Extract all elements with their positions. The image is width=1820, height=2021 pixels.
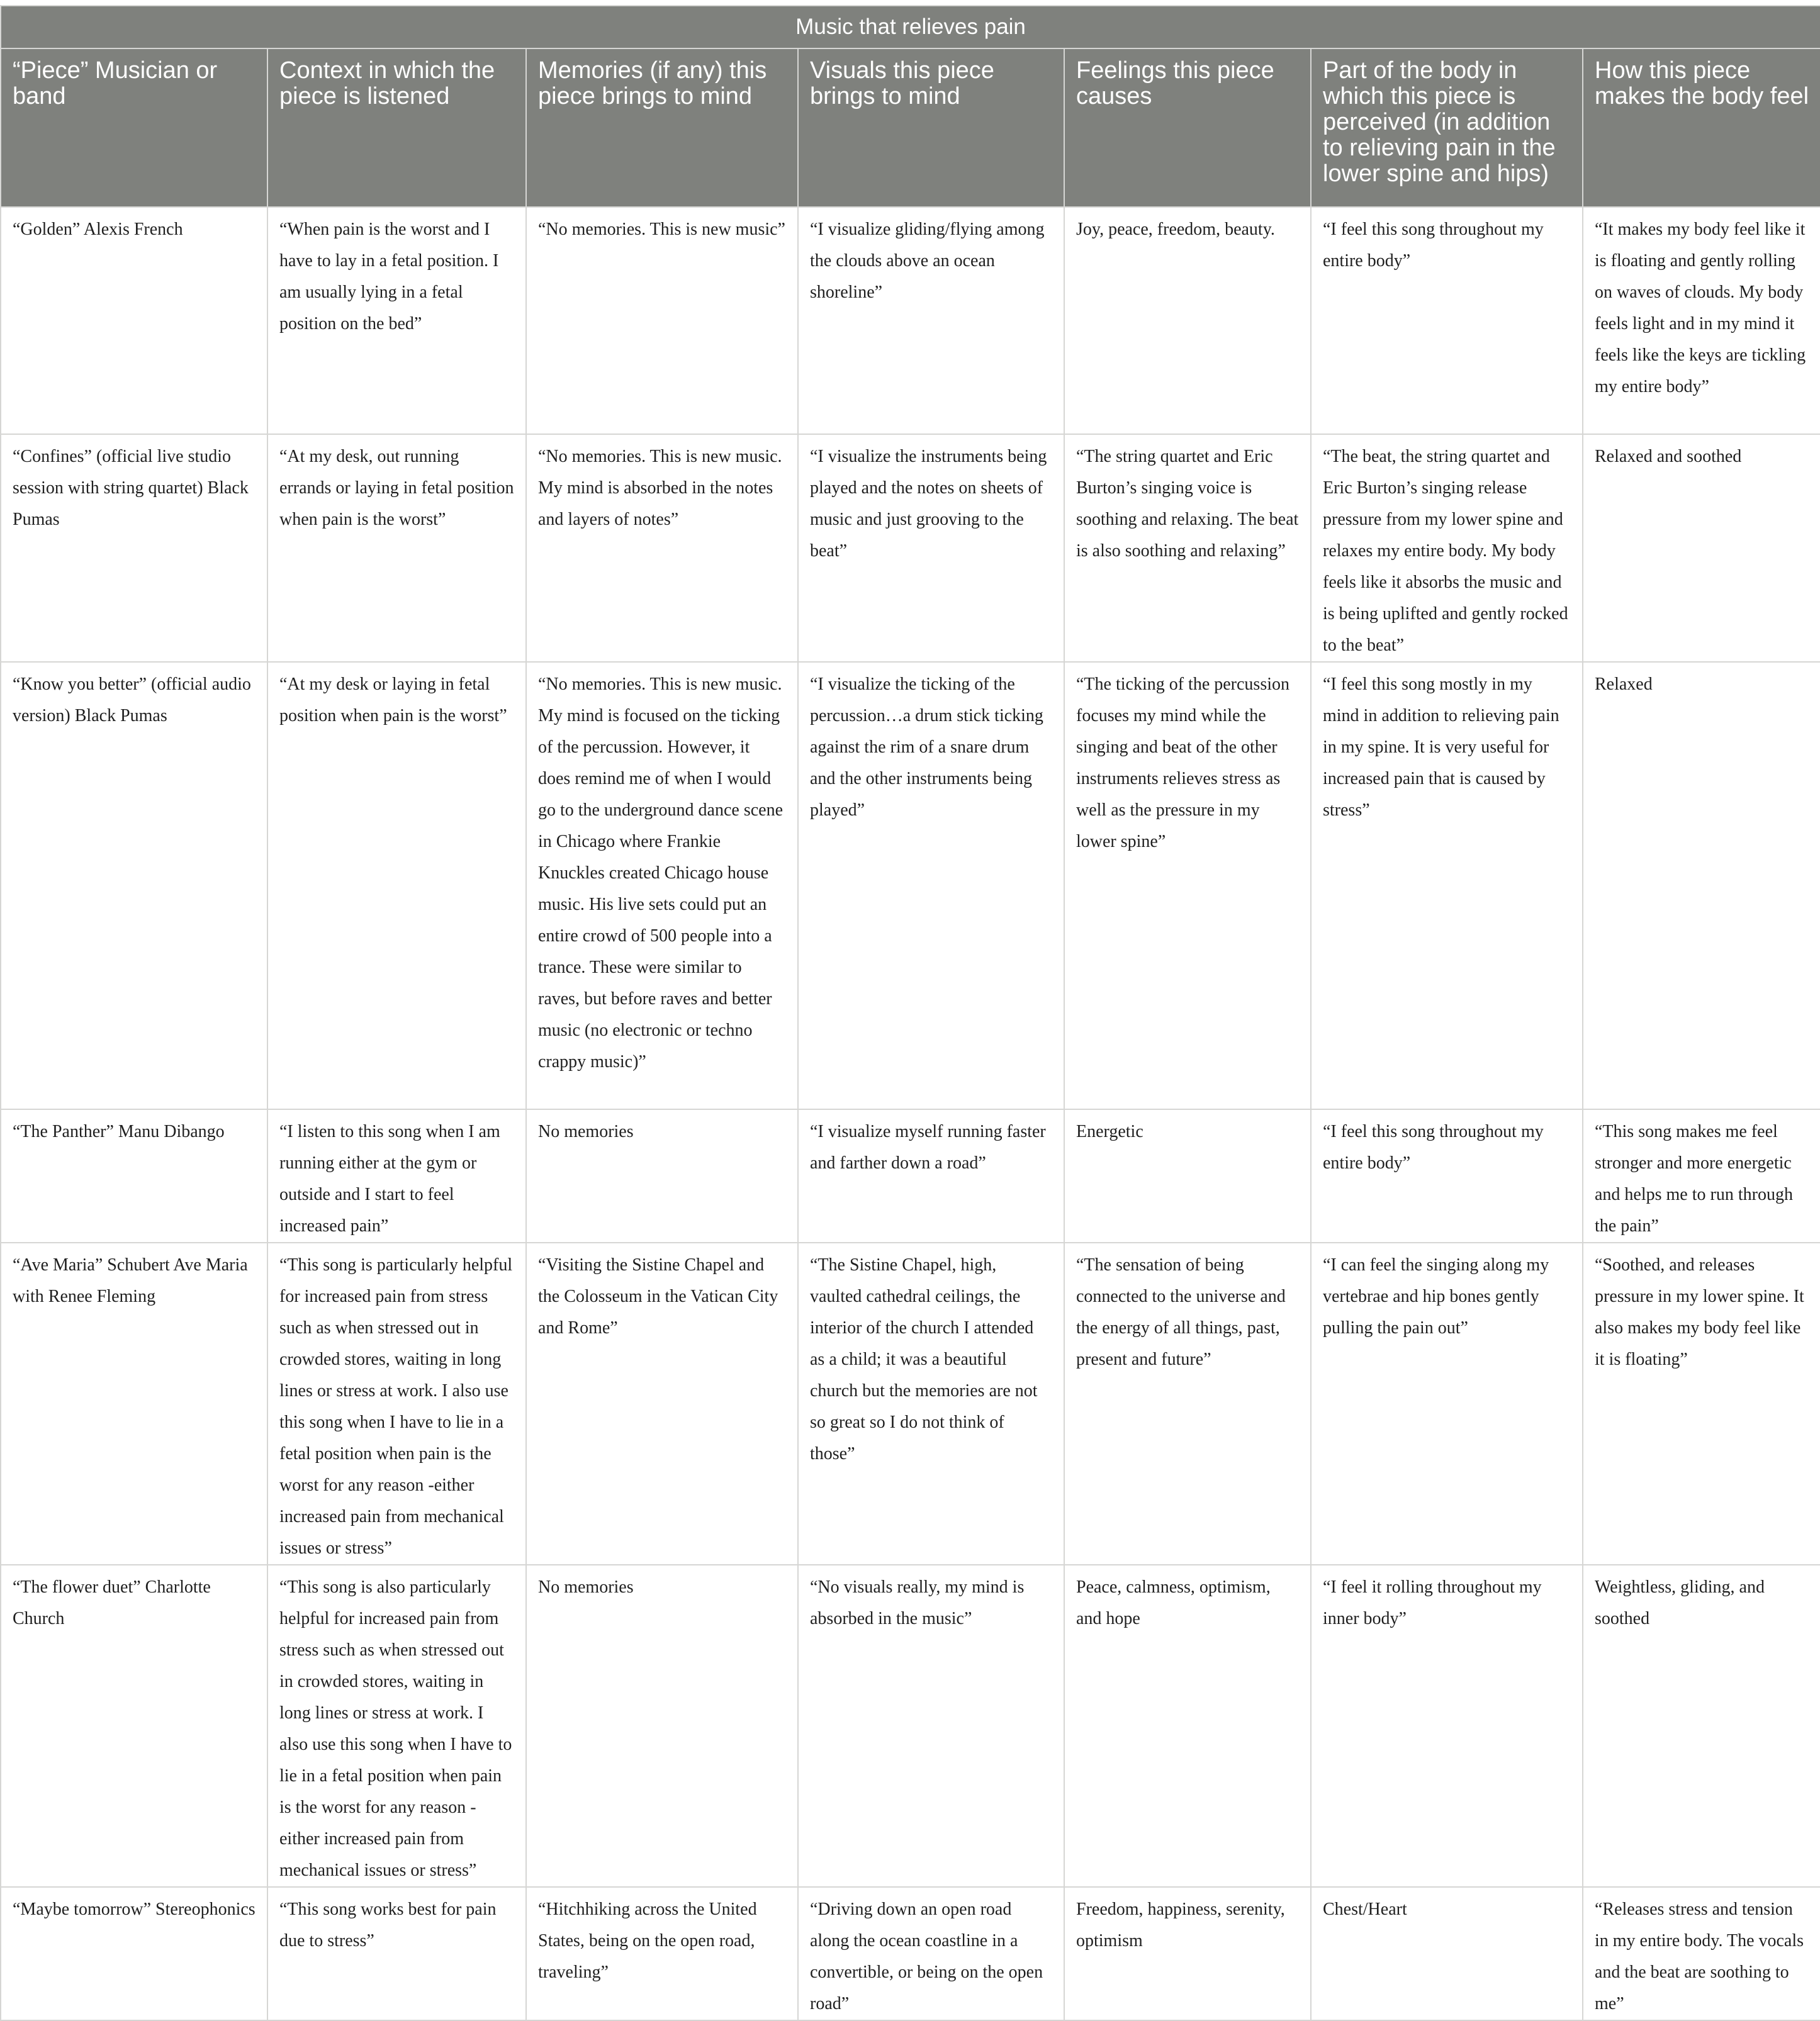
cell-context: “At my desk, out running errands or laying in fetal position when pain is the worst” [267, 434, 526, 662]
cell-body-part: “I feel it rolling throughout my inner body” [1311, 1565, 1583, 1887]
table-row [1, 1109, 1820, 1243]
header-context: Context in which the piece is listened [267, 48, 526, 207]
table-row [1, 1887, 1820, 2020]
table-row [1, 434, 1820, 662]
cell-piece: “The Panther” Manu Dibango [1, 1109, 267, 1243]
cell-context: “I listen to this song when I am running either at the gym or outside and I start to feel increased pain” [267, 1109, 526, 1243]
cell-feelings: “The sensation of being connected to the universe and the energy of all things, past, present and future” [1064, 1243, 1311, 1565]
header-memories: Memories (if any) this piece brings to mind [526, 48, 798, 207]
header-body-feel: How this piece makes the body feel [1583, 48, 1820, 207]
cell-body-part: “I feel this song throughout my entire body” [1311, 1109, 1583, 1243]
cell-visuals: “The Sistine Chapel, high, vaulted cathedral ceilings, the interior of the church I attended as a child; it was a beautiful church but the memories are not so great so I do not think of those” [798, 1243, 1064, 1565]
header-piece: “Piece” Musician or band [1, 48, 267, 207]
cell-memories: No memories [526, 1109, 798, 1243]
cell-context: “This song works best for pain due to stress” [267, 1887, 526, 2020]
cell-body-feel: “Soothed, and releases pressure in my lower spine. It also makes my body feel like it is floating” [1583, 1243, 1820, 1565]
cell-visuals: “I visualize the ticking of the percussion…a drum stick ticking against the rim of a snare drum and the other instruments being played” [798, 662, 1064, 1109]
table-title: Music that relieves pain [1, 6, 1820, 48]
cell-feelings: Joy, peace, freedom, beauty. [1064, 207, 1311, 434]
cell-body-feel: Relaxed and soothed [1583, 434, 1820, 662]
cell-body-part: Chest/Heart [1311, 1887, 1583, 2020]
cell-body-part: “The beat, the string quartet and Eric Burton’s singing release pressure from my lower spine and relaxes my entire body. My body feels like it absorbs the music and is being uplifted and gently rocked to the beat” [1311, 434, 1583, 662]
cell-body-feel: Relaxed [1583, 662, 1820, 1109]
cell-context: “This song is also particularly helpful for increased pain from stress such as when stressed out in crowded stores, waiting in long lines or stress at work. I also use this song when I have to lie in a fetal position when pain is the worst for any reason -either increased pain from mechanical issues or stress” [267, 1565, 526, 1887]
cell-feelings: Freedom, happiness, serenity, optimism [1064, 1887, 1311, 2020]
cell-context: “This song is particularly helpful for increased pain from stress such as when stressed out in crowded stores, waiting in long lines or stress at work. I also use this song when I have to lie in a fetal position when pain is the worst for any reason -either increased pain from mechanical issues or stress” [267, 1243, 526, 1565]
cell-body-part: “I feel this song throughout my entire body” [1311, 207, 1583, 434]
cell-piece: “Know you better” (official audio version) Black Pumas [1, 662, 267, 1109]
cell-memories: “No memories. This is new music. My mind is focused on the ticking of the percussion. However, it does remind me of when I would go to the underground dance scene in Chicago where Frankie Knuckles created Chicago house music. His live sets could put an entire crowd of 500 people into a trance. These were similar to raves, but before raves and better music (no electronic or techno crappy music)” [526, 662, 798, 1109]
cell-body-feel: Weightless, gliding, and soothed [1583, 1565, 1820, 1887]
header-feelings: Feelings this piece causes [1064, 48, 1311, 207]
cell-body-feel: “It makes my body feel like it is floating and gently rolling on waves of clouds. My body feels light and in my mind it feels like the keys are tickling my entire body” [1583, 207, 1820, 434]
cell-memories: “No memories. This is new music. My mind is absorbed in the notes and layers of notes” [526, 434, 798, 662]
cell-body-part: “I can feel the singing along my vertebrae and hip bones gently pulling the pain out” [1311, 1243, 1583, 1565]
table-row [1, 1243, 1820, 1565]
cell-visuals: “I visualize gliding/flying among the clouds above an ocean shoreline” [798, 207, 1064, 434]
music-pain-table-container [0, 5, 1820, 2021]
cell-visuals: “I visualize the instruments being played and the notes on sheets of music and just grooving to the beat” [798, 434, 1064, 662]
cell-piece: “The flower duet” Charlotte Church [1, 1565, 267, 1887]
cell-piece: “Golden” Alexis French [1, 207, 267, 434]
cell-feelings: Energetic [1064, 1109, 1311, 1243]
header-body-part: Part of the body in which this piece is perceived (in addition to relieving pain in the lower spine and hips) [1311, 48, 1583, 207]
cell-body-feel: “This song makes me feel stronger and more energetic and helps me to run through the pain” [1583, 1109, 1820, 1243]
music-pain-table [0, 5, 1820, 2021]
table-row [1, 662, 1820, 1109]
cell-feelings: Peace, calmness, optimism, and hope [1064, 1565, 1311, 1887]
cell-piece: “Maybe tomorrow” Stereophonics [1, 1887, 267, 2020]
cell-visuals: “No visuals really, my mind is absorbed in the music” [798, 1565, 1064, 1887]
cell-visuals: “I visualize myself running faster and farther down a road” [798, 1109, 1064, 1243]
cell-context: “When pain is the worst and I have to lay in a fetal position. I am usually lying in a fetal position on the bed” [267, 207, 526, 434]
header-visuals: Visuals this piece brings to mind [798, 48, 1064, 207]
cell-memories: “Hitchhiking across the United States, being on the open road, traveling” [526, 1887, 798, 2020]
cell-feelings: “The string quartet and Eric Burton’s singing voice is soothing and relaxing. The beat is also soothing and relaxing” [1064, 434, 1311, 662]
header-row [1, 48, 1820, 207]
table-row [1, 1565, 1820, 1887]
cell-feelings: “The ticking of the percussion focuses my mind while the singing and beat of the other instruments relieves stress as well as the pressure in my lower spine” [1064, 662, 1311, 1109]
cell-context: “At my desk or laying in fetal position when pain is the worst” [267, 662, 526, 1109]
cell-body-feel: “Releases stress and tension in my entire body. The vocals and the beat are soothing to me” [1583, 1887, 1820, 2020]
cell-body-part: “I feel this song mostly in my mind in addition to relieving pain in my spine. It is very useful for increased pain that is caused by stress” [1311, 662, 1583, 1109]
cell-memories: “Visiting the Sistine Chapel and the Colosseum in the Vatican City and Rome” [526, 1243, 798, 1565]
cell-visuals: “Driving down an open road along the ocean coastline in a convertible, or being on the open road” [798, 1887, 1064, 2020]
cell-piece: “Confines” (official live studio session with string quartet) Black Pumas [1, 434, 267, 662]
cell-piece: “Ave Maria” Schubert Ave Maria with Renee Fleming [1, 1243, 267, 1565]
table-row [1, 207, 1820, 434]
cell-memories: “No memories. This is new music” [526, 207, 798, 434]
cell-memories: No memories [526, 1565, 798, 1887]
